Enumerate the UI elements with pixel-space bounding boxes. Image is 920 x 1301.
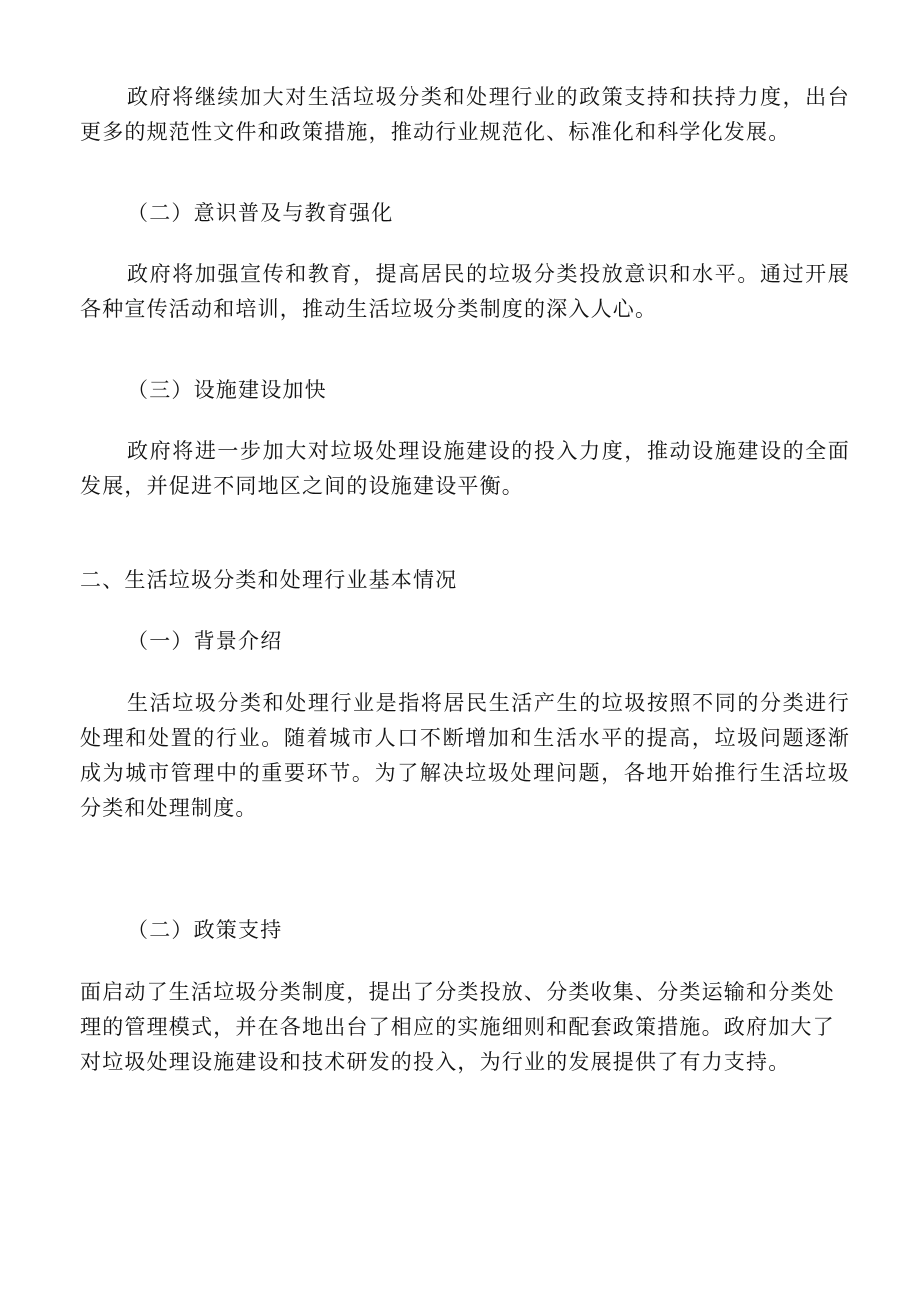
- paragraph-policy-support: 面启动了生活垃圾分类制度，提出了分类投放、分类收集、分类运输和分类处理的管理模式，并在各地出台了相应的实施细则和配套政策措施。政府加大了对垃圾处理设施建设和技术研发的投入，为行业的发展提供了有力支持。: [80, 980, 835, 1074]
- subheading-background: （一）背景介绍: [127, 629, 283, 653]
- paragraph-background: 生活垃圾分类和处理行业是指将居民生活产生的垃圾按照不同的分类进行处理和处置的行业。随着城市人口不断增加和生活水平的提高，垃圾问题逐渐成为城市管理中的重要环节。为了解决垃圾处理问题，各地开始推行生活垃圾分类和处理制度。: [80, 691, 850, 820]
- subheading-policy-support: （二）政策支持: [127, 918, 283, 942]
- paragraph-policy-continuation: 政府将继续加大对生活垃圾分类和处理行业的政策支持和扶持力度，出台更多的规范性文件和政策措施，推动行业规范化、标准化和科学化发展。: [80, 85, 850, 144]
- subheading-awareness-education: （二）意识普及与教育强化: [127, 201, 394, 225]
- paragraph-facilities: 政府将进一步加大对垃圾处理设施建设的投入力度，推动设施建设的全面发展，并促进不同地区之间的设施建设平衡。: [80, 439, 850, 498]
- paragraph-awareness: 政府将加强宣传和教育，提高居民的垃圾分类投放意识和水平。通过开展各种宣传活动和培训，推动生活垃圾分类制度的深入人心。: [80, 262, 850, 321]
- section-heading-basic-situation: 二、生活垃圾分类和处理行业基本情况: [80, 568, 458, 592]
- subheading-facility-construction: （三）设施建设加快: [127, 378, 327, 402]
